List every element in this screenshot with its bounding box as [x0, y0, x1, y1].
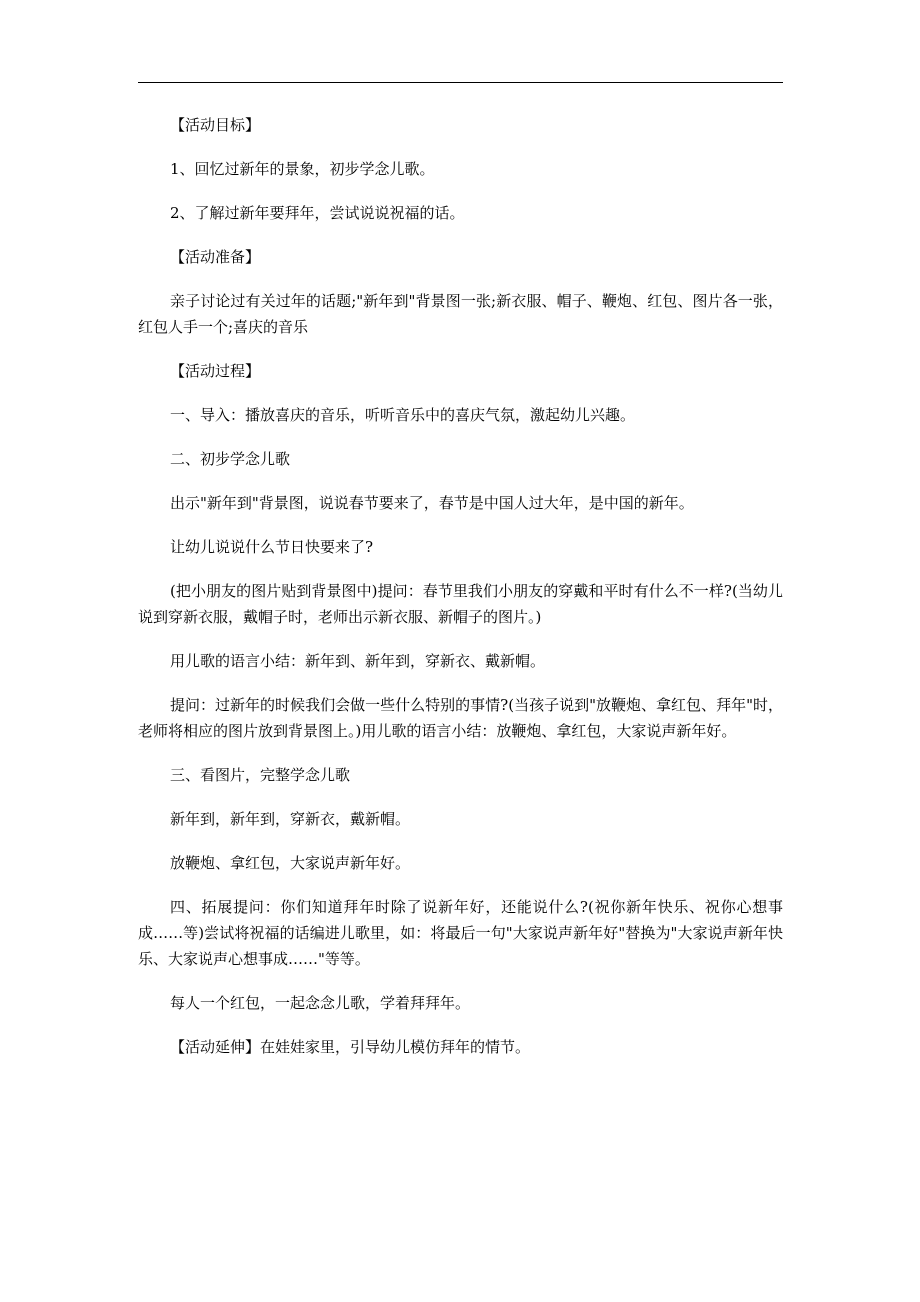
- rhyme-line-2: 放鞭炮、拿红包，大家说声新年好。: [170, 854, 411, 872]
- process-step-extend: 四、拓展提问：你们知道拜年时除了说新年好，还能说什么?(祝你新年快乐、祝你心想事成……等)尝试将祝福的话编进儿歌里，如：将最后一句"大家说声新年好"替换为"大家说声新年快乐、大家说声心想事成……"等等。: [138, 898, 783, 968]
- process-text: (把小朋友的图片贴到背景图中)提问：春节里我们小朋友的穿戴和平时有什么不一样?(当幼儿说到穿新衣服，戴帽子时，老师出示新衣服、新帽子的图片。): [138, 582, 783, 626]
- process-text: 每人一个红包，一起念念儿歌，学着拜拜年。: [170, 994, 471, 1012]
- process-step-intro: 一、导入：播放喜庆的音乐，听听音乐中的喜庆气氛，激起幼儿兴趣。: [170, 406, 636, 424]
- process-text: 让幼儿说说什么节日快要来了?: [170, 538, 374, 556]
- process-step-learn: 二、初步学念儿歌: [170, 450, 291, 468]
- document-body: [138, 112, 783, 1078]
- section-heading-goals: 【活动目标】: [170, 116, 261, 134]
- process-text: 出示"新年到"背景图，说说春节要来了，春节是中国人过大年，是中国的新年。: [170, 494, 694, 512]
- preparation-text: 亲子讨论过有关过年的话题;"新年到"背景图一张;新衣服、帽子、鞭炮、红包、图片各一张，红包人手一个;喜庆的音乐: [138, 292, 783, 336]
- process-step-review: 三、看图片，完整学念儿歌: [170, 766, 351, 784]
- rhyme-line-1: 新年到，新年到，穿新衣，戴新帽。: [170, 810, 411, 828]
- goal-item-1: 1、回忆过新年的景象，初步学念儿歌。: [170, 160, 435, 178]
- section-extension: 【活动延伸】在娃娃家里，引导幼儿模仿拜年的情节。: [170, 1038, 531, 1056]
- process-text: 提问：过新年的时候我们会做一些什么特别的事情?(当孩子说到"放鞭炮、拿红包、拜年"时，老师将相应的图片放到背景图上。)用儿歌的语言小结：放鞭炮、拿红包，大家说声新年好。: [138, 696, 783, 740]
- section-heading-process: 【活动过程】: [170, 362, 261, 380]
- section-heading-preparation: 【活动准备】: [170, 248, 261, 266]
- header-rule: [138, 82, 783, 83]
- goal-item-2: 2、了解过新年要拜年，尝试说说祝福的话。: [170, 204, 465, 222]
- process-text: 用儿歌的语言小结：新年到、新年到，穿新衣、戴新帽。: [170, 652, 546, 670]
